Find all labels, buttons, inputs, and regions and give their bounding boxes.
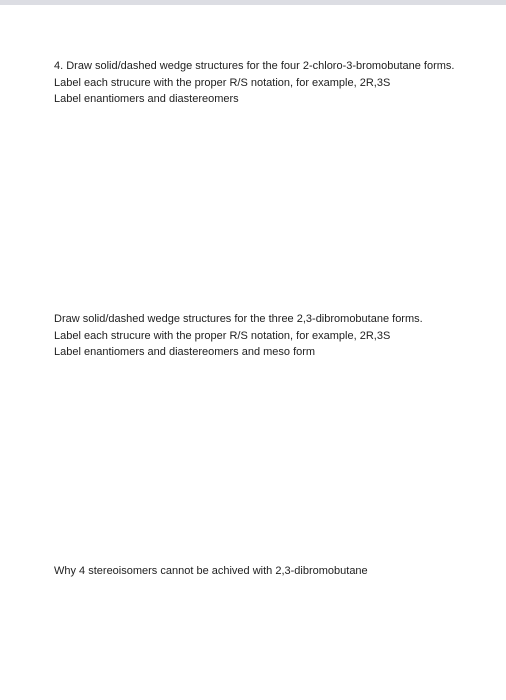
dibromobutane-question-line: Draw solid/dashed wedge structures for the three 2,3-dibromobutane forms. — [54, 313, 423, 325]
question-4-line: Label enantiomers and diastereomers — [54, 93, 239, 105]
dibromobutane-question-line: Label enantiomers and diastereomers and meso form — [54, 346, 316, 358]
dibromobutane-question-block — [54, 311, 499, 361]
question-4-line: Label each strucure with the proper R/S notation, for example, 2R,3S — [54, 76, 391, 89]
question-4-block — [54, 58, 499, 108]
top-border — [0, 0, 506, 5]
dibromobutane-question-line: Label each strucure with the proper R/S notation, for example, 2R,3S — [54, 329, 391, 342]
question-4-line: 4. Draw solid/dashed wedge structures for the four 2-chloro-3-bromobutane forms. — [54, 60, 455, 72]
stereoisomer-question-block — [54, 563, 499, 580]
stereoisomer-question-line: Why 4 stereoisomers cannot be achived with 2,3-dibromobutane — [54, 565, 368, 577]
